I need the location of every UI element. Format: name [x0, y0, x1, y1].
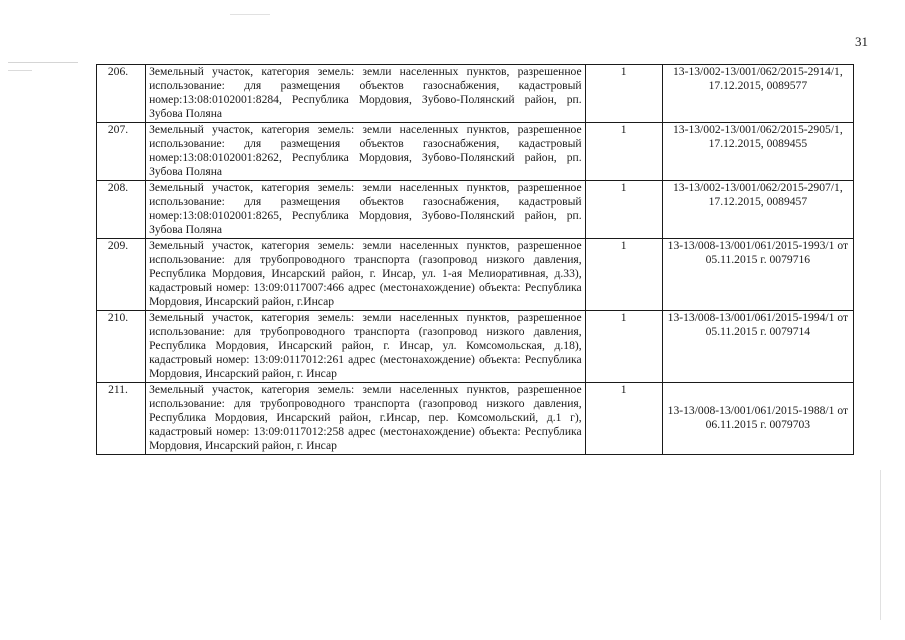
- row-number: 206.: [97, 65, 146, 123]
- row-description: Земельный участок, категория земель: земли населенных пунктов, разрешенное использование: для трубопроводного транспорта (газопровод низкого давления, Республика Мордовия, Инсарский район, г.Инсар, пер. Комсомольский, д.1 г), кадастровый номер: 13:09:0117012:258 адрес (местонахождение) объекта: Республика Мордовия, Инсарский район, г. Инсар: [146, 383, 586, 455]
- table-row: [97, 65, 854, 123]
- row-quantity: 1: [585, 311, 662, 383]
- scan-mark: [230, 14, 270, 15]
- table-row: [97, 383, 854, 455]
- row-registration: 13-13/002-13/001/062/2015-2905/1, 17.12.2015, 0089455: [662, 123, 853, 181]
- row-registration: 13-13/008-13/001/061/2015-1993/1 от 05.11.2015 г. 0079716: [662, 239, 853, 311]
- row-quantity: 1: [585, 383, 662, 455]
- table-row: [97, 311, 854, 383]
- row-number: 211.: [97, 383, 146, 455]
- row-description: Земельный участок, категория земель: земли населенных пунктов, разрешенное использование: для размещения объектов газоснабжения, кадастровый номер:13:08:0102001:8265, Республика Мордовия, Зубово-Полянский район, рп. Зубова Поляна: [146, 181, 586, 239]
- row-description: Земельный участок, категория земель: земли населенных пунктов, разрешенное использование: для размещения объектов газоснабжения, кадастровый номер:13:08:0102001:8284, Республика Мордовия, Зубово-Полянский район, рп. Зубова Поляна: [146, 65, 586, 123]
- row-quantity: 1: [585, 239, 662, 311]
- row-description: Земельный участок, категория земель: земли населенных пунктов, разрешенное использование: для размещения объектов газоснабжения, кадастровый номер:13:08:0102001:8262, Республика Мордовия, Зубово-Полянский район, рп. Зубова Поляна: [146, 123, 586, 181]
- scan-mark: [8, 70, 32, 71]
- row-description: Земельный участок, категория земель: земли населенных пунктов, разрешенное использование: для трубопроводного транспорта (газопровод низкого давления, Республика Мордовия, Инсарский район, г. Инсар, ул. 1-ая Мелиоративная, д.33), кадастровый номер: 13:09:0117007:466 адрес (местонахождение) объекта: Республика Мордовия, Инсарский район, г.Инсар: [146, 239, 586, 311]
- row-registration: 13-13/008-13/001/061/2015-1994/1 от 05.11.2015 г. 0079714: [662, 311, 853, 383]
- table-row: [97, 239, 854, 311]
- row-quantity: 1: [585, 123, 662, 181]
- table-row: [97, 181, 854, 239]
- row-quantity: 1: [585, 181, 662, 239]
- row-number: 207.: [97, 123, 146, 181]
- row-number: 208.: [97, 181, 146, 239]
- scan-mark: [8, 62, 78, 63]
- row-description: Земельный участок, категория земель: земли населенных пунктов, разрешенное использование: для трубопроводного транспорта (газопровод низкого давления, Республика Мордовия, Инсарский район, г. Инсар, ул. Комсомольская, д.18), кадастровый номер: 13:09:0117012:261 адрес (местонахождение) объекта: Республика Мордовия, Инсарский район, г. Инсар: [146, 311, 586, 383]
- scan-mark: [880, 470, 881, 620]
- registry-table: [96, 64, 854, 455]
- page-number: 31: [855, 34, 868, 49]
- row-registration: 13-13/008-13/001/061/2015-1988/1 от 06.11.2015 г. 0079703: [662, 383, 853, 455]
- row-number: 209.: [97, 239, 146, 311]
- row-number: 210.: [97, 311, 146, 383]
- table-row: [97, 123, 854, 181]
- row-quantity: 1: [585, 65, 662, 123]
- row-registration: 13-13/002-13/001/062/2015-2907/1, 17.12.2015, 0089457: [662, 181, 853, 239]
- row-registration: 13-13/002-13/001/062/2015-2914/1, 17.12.2015, 0089577: [662, 65, 853, 123]
